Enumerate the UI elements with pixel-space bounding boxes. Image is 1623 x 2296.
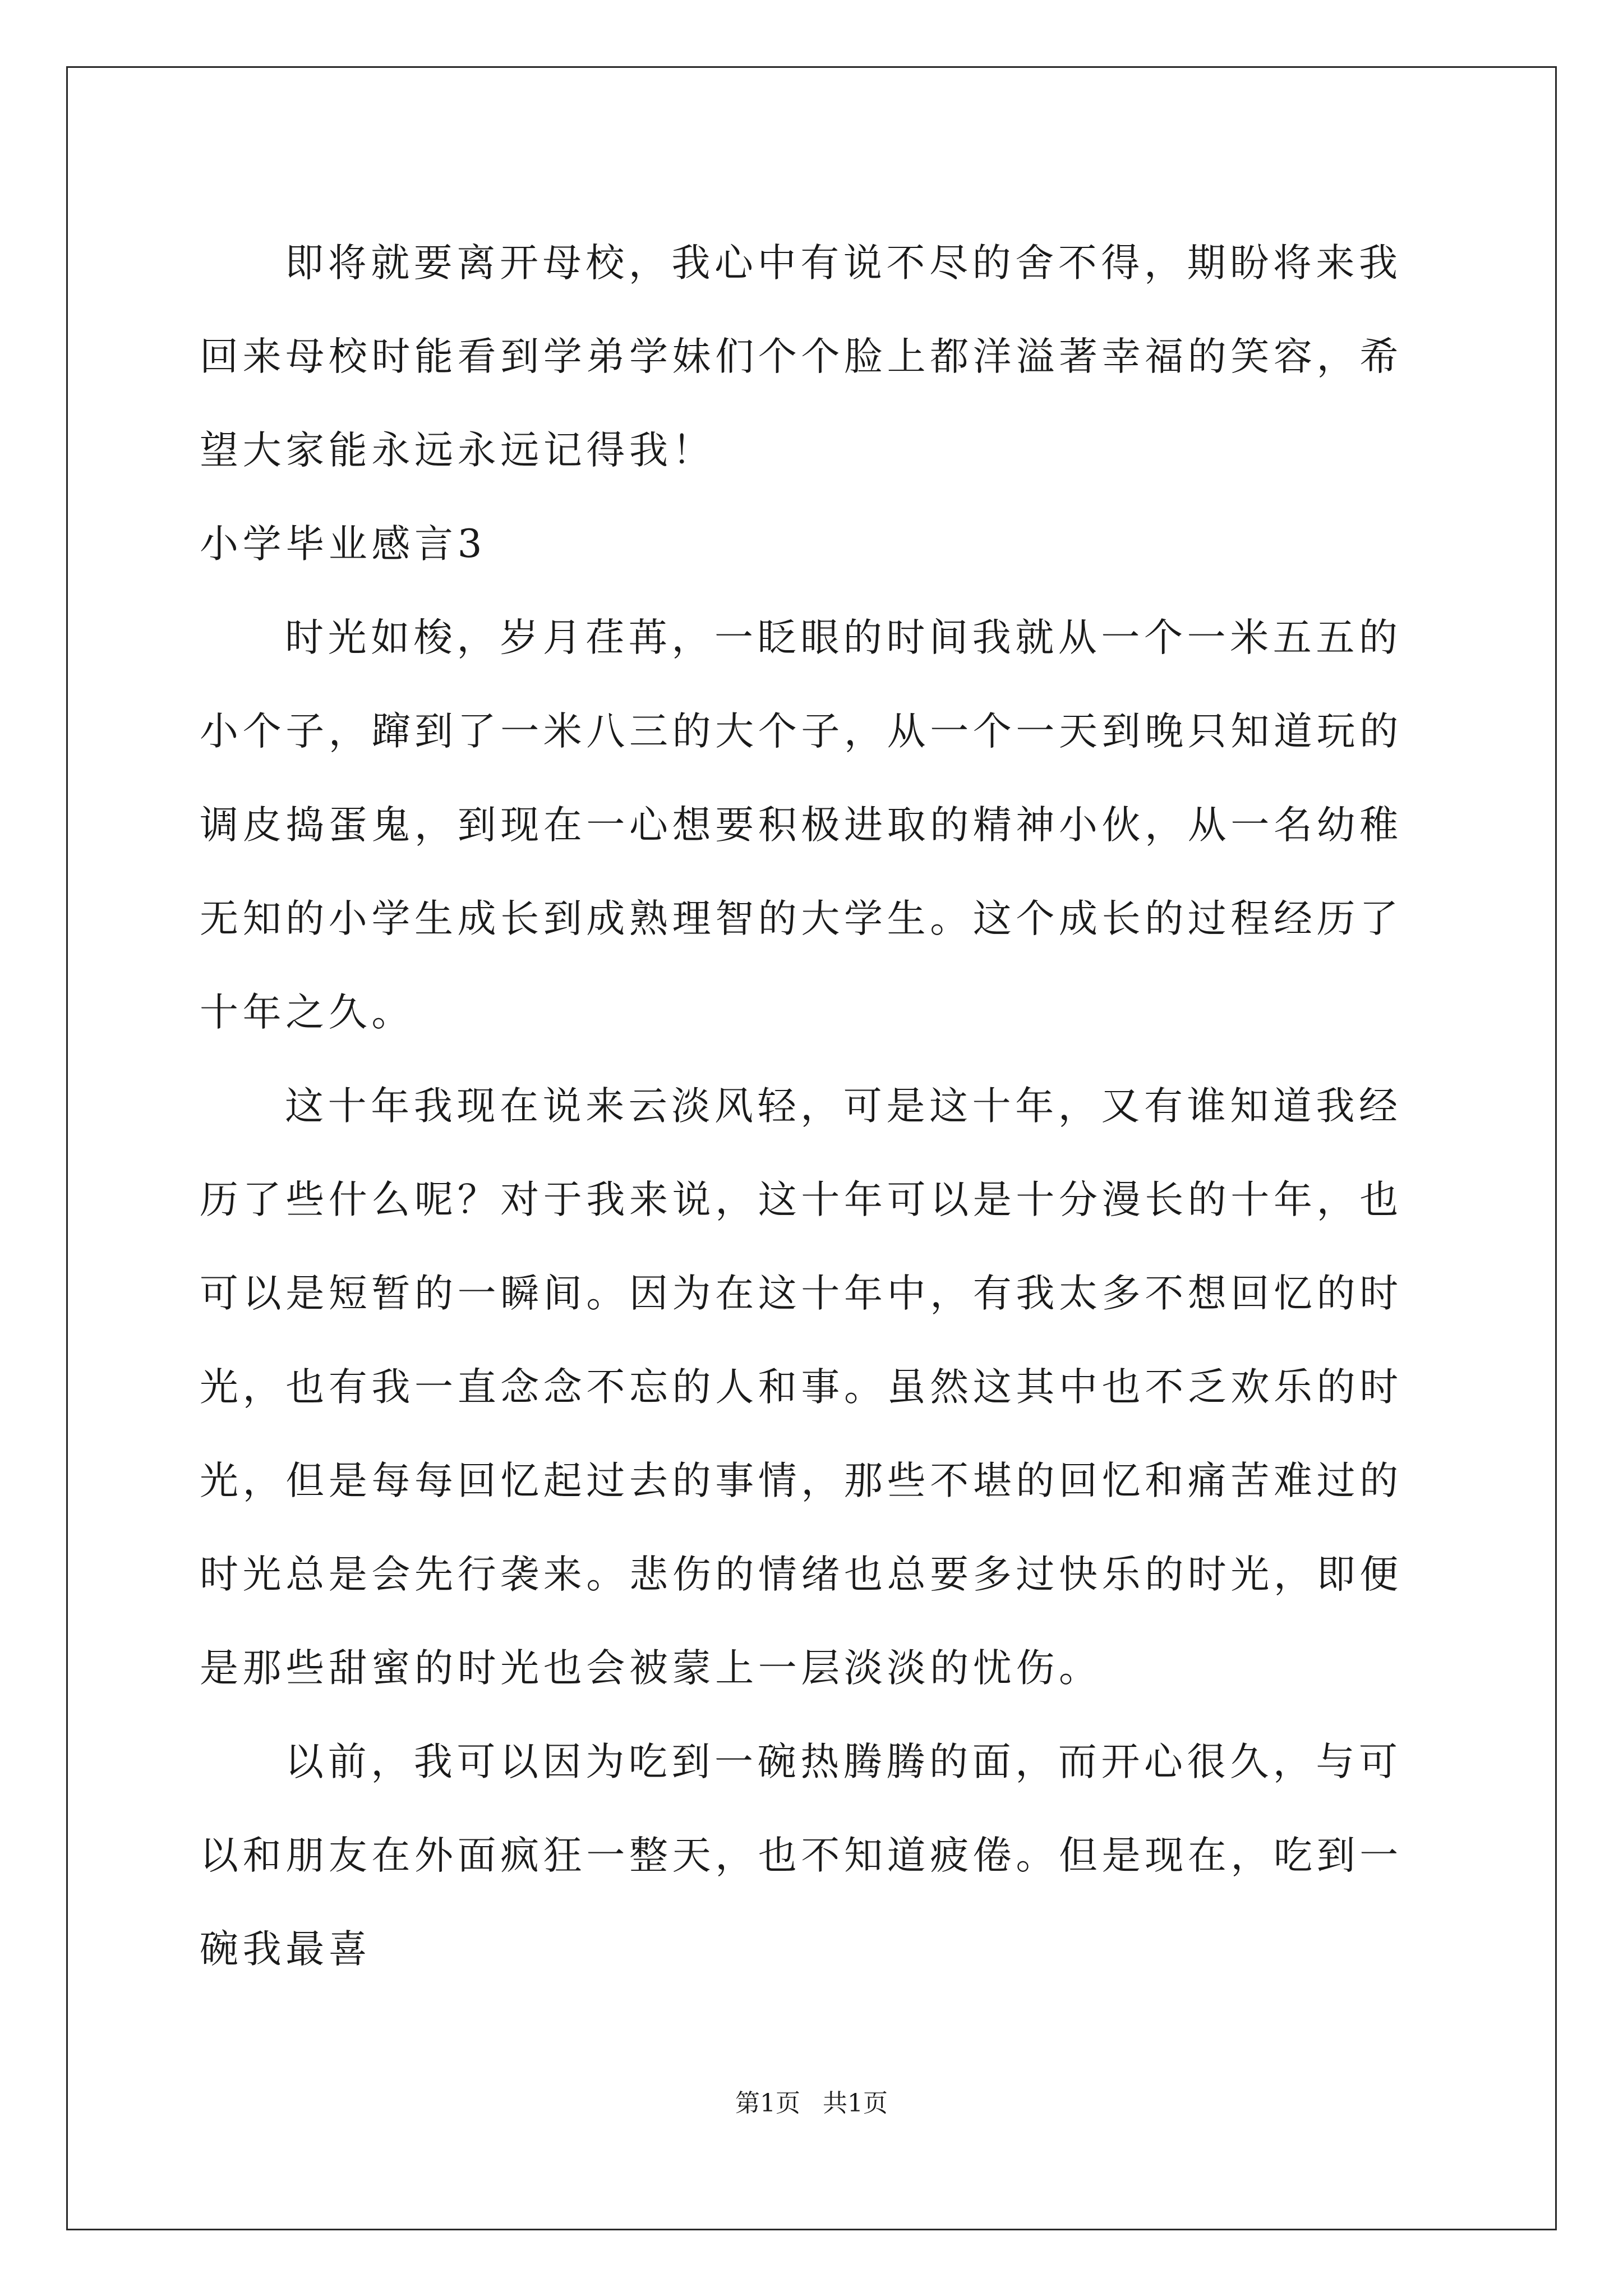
- page-number: 第1页: [735, 2089, 800, 2118]
- paragraph-ten-years: 这十年我现在说来云淡风轻，可是这十年，又有谁知道我经历了些什么呢？对于我来说，这十年可以是十分漫长的十年，也可以是短暂的一瞬间。因为在这十年中，有我太多不想回忆的时光，也有我一直念念不忘的人和事。虽然这其中也不乏欢乐的时光，但是每每回忆起过去的事情，那些不堪的回忆和痛苦难过的时光总是会先行袭来。悲伤的情绪也总要多过快乐的时光，即便是那些甜蜜的时光也会被蒙上一层淡淡的忧伤。: [200, 1084, 1403, 1691]
- paragraph-growth: 时光如梭，岁月荏苒，一眨眼的时间我就从一个一米五五的小个子，蹿到了一米八三的大个子，从一个一天到晚只知道玩的调皮捣蛋鬼，到现在一心想要积极进取的精神小伙，从一名幼稚无知的小学生成长到成熟理智的大学生。这个成长的过程经历了十年之久。: [200, 615, 1403, 1035]
- paragraph-farewell: 即将就要离开母校，我心中有说不尽的舍不得，期盼将来我回来母校时能看到学弟学妹们个个脸上都洋溢著幸福的笑容，希望大家能永远永远记得我！: [200, 241, 1403, 473]
- section-heading: 小学毕业感言3: [200, 522, 487, 567]
- paragraph-before-now: 以前，我可以因为吃到一碗热腾腾的面，而开心很久，与可以和朋友在外面疯狂一整天，也不知道疲倦。但是现在，吃到一碗我最喜: [200, 1740, 1403, 1972]
- document-body: [200, 217, 1427, 1996]
- page-total: 共1页: [823, 2089, 888, 2118]
- page-footer: [0, 2087, 1623, 2120]
